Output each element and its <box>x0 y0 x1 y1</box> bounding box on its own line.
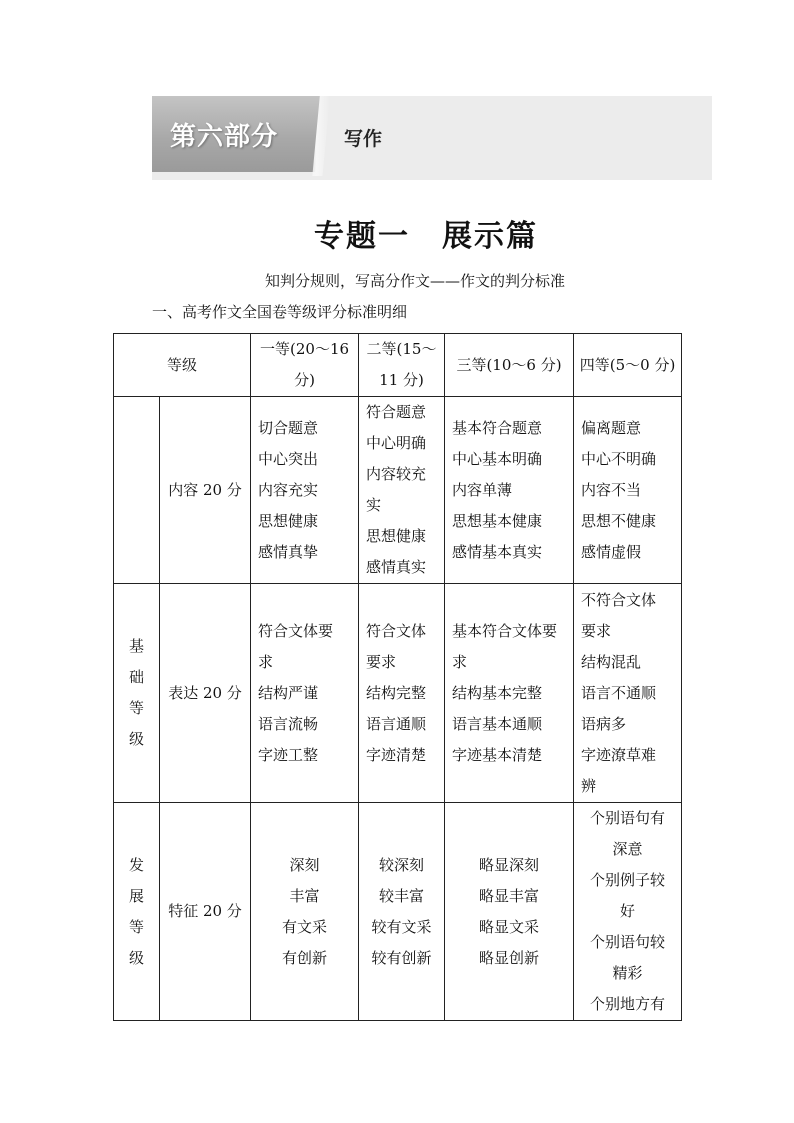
cell-line: 结构基本完整 <box>452 683 543 702</box>
basic-group-label <box>114 584 160 803</box>
cell-line: 要求 <box>366 652 397 671</box>
cell-line: 字迹基本清楚 <box>452 745 543 764</box>
header-first-class-line1: 一等(20～16 <box>260 340 350 358</box>
cell-line: 求 <box>258 652 274 671</box>
table-row <box>114 803 682 1021</box>
cell-line: 较有文采 <box>371 917 432 936</box>
cell-line: 略显创新 <box>479 948 540 967</box>
grading-table <box>113 333 682 1021</box>
topic-title: 专题一 展示篇 <box>314 219 538 254</box>
cell-line: 个别语句较 <box>590 933 666 951</box>
cell-line: 精彩 <box>612 964 643 982</box>
row-label: 特征 20 分 <box>160 803 251 1021</box>
group-char: 等 <box>128 917 144 936</box>
cell-line: 好 <box>620 902 636 920</box>
cell-line: 中心突出 <box>258 449 319 468</box>
group-char: 础 <box>128 668 144 686</box>
cell-line: 内容单薄 <box>452 480 513 499</box>
cell-line: 内容充实 <box>258 480 319 499</box>
cell-line: 内容较充 <box>366 465 427 483</box>
header-grade: 等级 <box>114 334 251 397</box>
cell-line: 思想健康 <box>366 527 427 545</box>
cell-line: 语言通顺 <box>366 714 427 733</box>
cell-line: 结构完整 <box>366 683 427 702</box>
feature-first-class <box>251 803 359 1021</box>
group-char: 级 <box>128 730 144 748</box>
cell-line: 思想基本健康 <box>452 511 543 530</box>
cell-line: 中心基本明确 <box>452 449 543 468</box>
cell-line: 深意 <box>612 840 643 858</box>
header-third-class: 三等(10～6 分) <box>445 334 574 397</box>
cell-line: 个别语句有 <box>590 809 666 827</box>
cell-line: 字迹清楚 <box>366 745 427 764</box>
row-label: 内容 20 分 <box>160 397 251 584</box>
cell-line: 丰富 <box>289 886 320 905</box>
cell-line: 实 <box>366 496 382 514</box>
content-first-class <box>251 397 359 584</box>
cell-line: 中心明确 <box>366 434 427 452</box>
banner-part-label: 第六部分 <box>170 122 279 152</box>
cell-line: 较有创新 <box>371 948 432 967</box>
cell-line: 略显文采 <box>479 917 540 936</box>
develop-group-label <box>114 803 160 1021</box>
cell-line: 语言流畅 <box>258 714 319 733</box>
expression-first-class <box>251 584 359 803</box>
cell-line: 个别地方有 <box>590 995 666 1013</box>
cell-line: 辨 <box>581 776 597 795</box>
expression-fourth-class <box>574 584 682 803</box>
cell-line: 不符合文体 <box>581 590 657 609</box>
cell-line: 思想健康 <box>258 511 319 530</box>
group-char: 基 <box>128 637 144 655</box>
cell-line: 基本符合题意 <box>452 418 543 437</box>
subtitle: 知判分规则，写高分作文——作文的判分标准 <box>264 272 565 290</box>
table-header-row <box>114 334 682 397</box>
cell-line: 语言不通顺 <box>581 683 657 702</box>
cell-line: 语病多 <box>581 714 627 733</box>
cell-line: 要求 <box>581 621 612 640</box>
cell-line: 语言基本通顺 <box>452 714 543 733</box>
table-row <box>114 584 682 803</box>
cell-line: 有文采 <box>282 917 328 936</box>
cell-line: 感情虚假 <box>581 542 642 561</box>
basic-group-top-cell <box>114 397 160 584</box>
cell-line: 基本符合文体要 <box>452 621 558 640</box>
cell-line: 较丰富 <box>379 886 425 905</box>
header-first-class-line2: 分) <box>294 371 315 389</box>
feature-third-class <box>445 803 574 1021</box>
cell-line: 结构混乱 <box>581 652 642 671</box>
cell-line: 符合文体 <box>366 621 427 640</box>
cell-line: 感情真挚 <box>258 542 319 561</box>
cell-line: 较深刻 <box>379 855 425 874</box>
banner-title: 写作 <box>344 128 383 150</box>
feature-second-class <box>359 803 445 1021</box>
cell-line: 有创新 <box>282 948 328 967</box>
cell-line: 思想不健康 <box>581 511 657 530</box>
section-heading: 一、高考作文全国卷等级评分标准明细 <box>152 303 408 321</box>
cell-line: 感情真实 <box>366 558 427 576</box>
header-fourth-class: 四等(5～0 分) <box>574 334 682 397</box>
cell-line: 求 <box>452 652 468 671</box>
header-second-class-line2: 11 分) <box>379 371 424 389</box>
header-second-class <box>359 334 445 397</box>
content-third-class <box>445 397 574 584</box>
header-first-class <box>251 334 359 397</box>
header-second-class-line1: 二等(15～ <box>366 340 437 358</box>
cell-line: 偏离题意 <box>581 418 642 437</box>
group-char: 展 <box>128 886 144 905</box>
cell-line: 个别例子较 <box>590 871 666 889</box>
cell-line: 符合文体要 <box>258 621 334 640</box>
cell-line: 深刻 <box>289 855 320 874</box>
content-fourth-class <box>574 397 682 584</box>
group-char: 级 <box>128 948 144 967</box>
content-second-class <box>359 397 445 584</box>
cell-line: 略显深刻 <box>479 855 540 874</box>
cell-line: 中心不明确 <box>581 449 657 468</box>
cell-line: 切合题意 <box>258 418 319 437</box>
group-char: 等 <box>128 699 144 717</box>
expression-second-class <box>359 584 445 803</box>
table-row <box>114 397 682 584</box>
cell-line: 内容不当 <box>581 480 642 499</box>
feature-fourth-class <box>574 803 682 1021</box>
cell-line: 略显丰富 <box>479 886 540 905</box>
group-char: 发 <box>128 855 144 874</box>
expression-third-class <box>445 584 574 803</box>
cell-line: 符合题意 <box>366 403 427 421</box>
cell-line: 结构严谨 <box>258 683 319 702</box>
cell-line: 字迹工整 <box>258 745 319 764</box>
row-label: 表达 20 分 <box>160 584 251 803</box>
cell-line: 感情基本真实 <box>452 542 543 561</box>
cell-line: 字迹潦草难 <box>581 745 657 764</box>
